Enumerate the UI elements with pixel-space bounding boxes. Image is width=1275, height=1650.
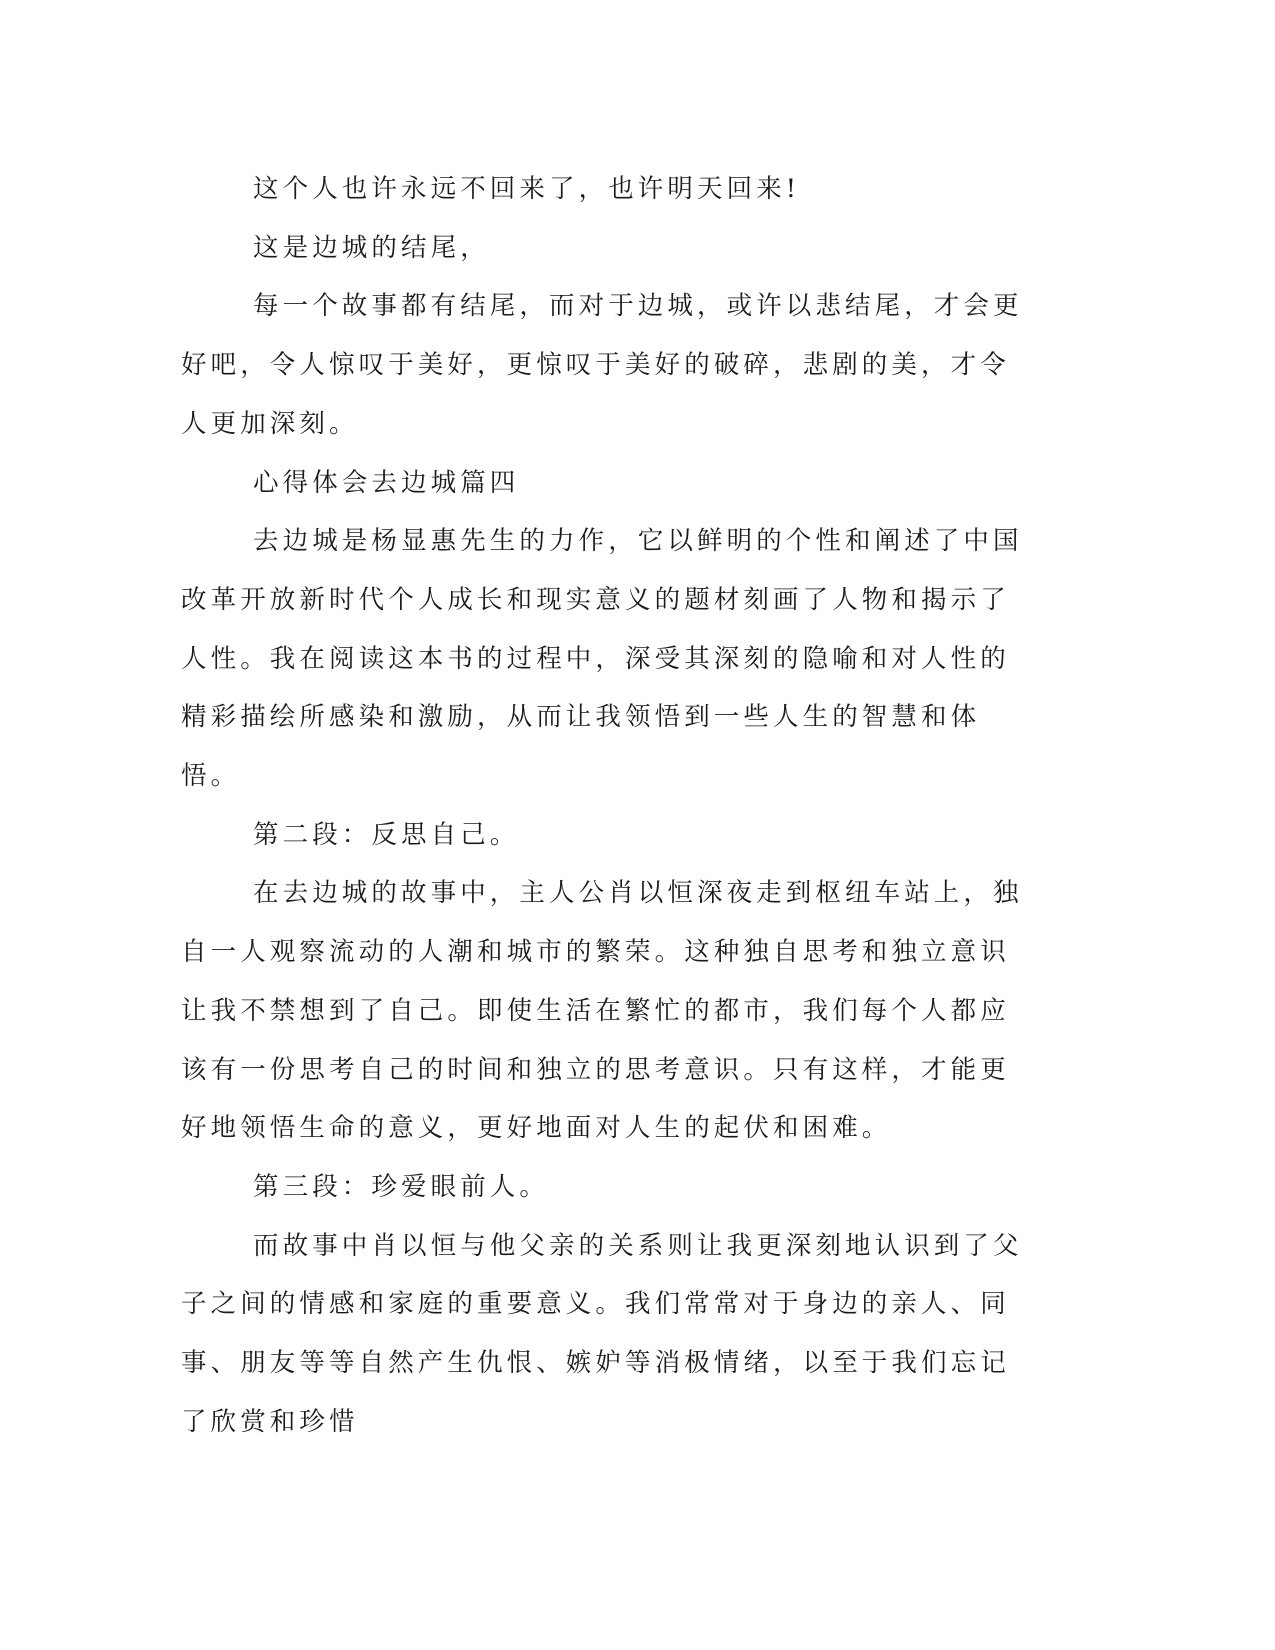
paragraph-ending-line: 这个人也许永远不回来了，也许明天回来! — [253, 174, 801, 204]
paragraph-introduction: 去边城是杨显惠先生的力作，它以鲜明的个性和阐述了中国改革开放新时代个人成长和现实意义的题材刻画了人物和揭示了人性。我在阅读这本书的过程中，深受其深刻的隐喻和对人性的精彩描绘所感染和激励，从而让我领悟到一些人生的智慧和体悟。 — [181, 526, 1023, 792]
section-heading-reflect-self: 第二段：反思自己。 — [253, 819, 520, 850]
section-heading-cherish: 第三段：珍爱眼前人。 — [253, 1171, 550, 1202]
document-body — [181, 160, 1031, 1451]
paragraph-reflect-self: 在去边城的故事中，主人公肖以恒深夜走到枢纽车站上，独自一人观察流动的人潮和城市的繁荣。这种独自思考和独立意识让我不禁想到了自己。即使生活在繁忙的都市，我们每个人都应该有一份思考自己的时间和独立的思考意识。只有这样，才能更好地领悟生命的意义，更好地面对人生的起伏和困难。 — [181, 878, 1023, 1144]
paragraph-tragic-beauty: 每一个故事都有结尾，而对于边城，或许以悲结尾，才会更好吧，令人惊叹于美好，更惊叹于美好的破碎，悲剧的美，才令人更加深刻。 — [181, 291, 1023, 439]
paragraph-ending-note: 这是边城的结尾， — [253, 232, 490, 263]
section-heading-part-four: 心得体会去边城篇四 — [253, 467, 520, 498]
paragraph-cherish: 而故事中肖以恒与他父亲的关系则让我更深刻地认识到了父子之间的情感和家庭的重要意义。我们常常对于身边的亲人、同事、朋友等等自然产生仇恨、嫉妒等消极情绪，以至于我们忘记了欣赏和珍惜 — [181, 1230, 1023, 1437]
